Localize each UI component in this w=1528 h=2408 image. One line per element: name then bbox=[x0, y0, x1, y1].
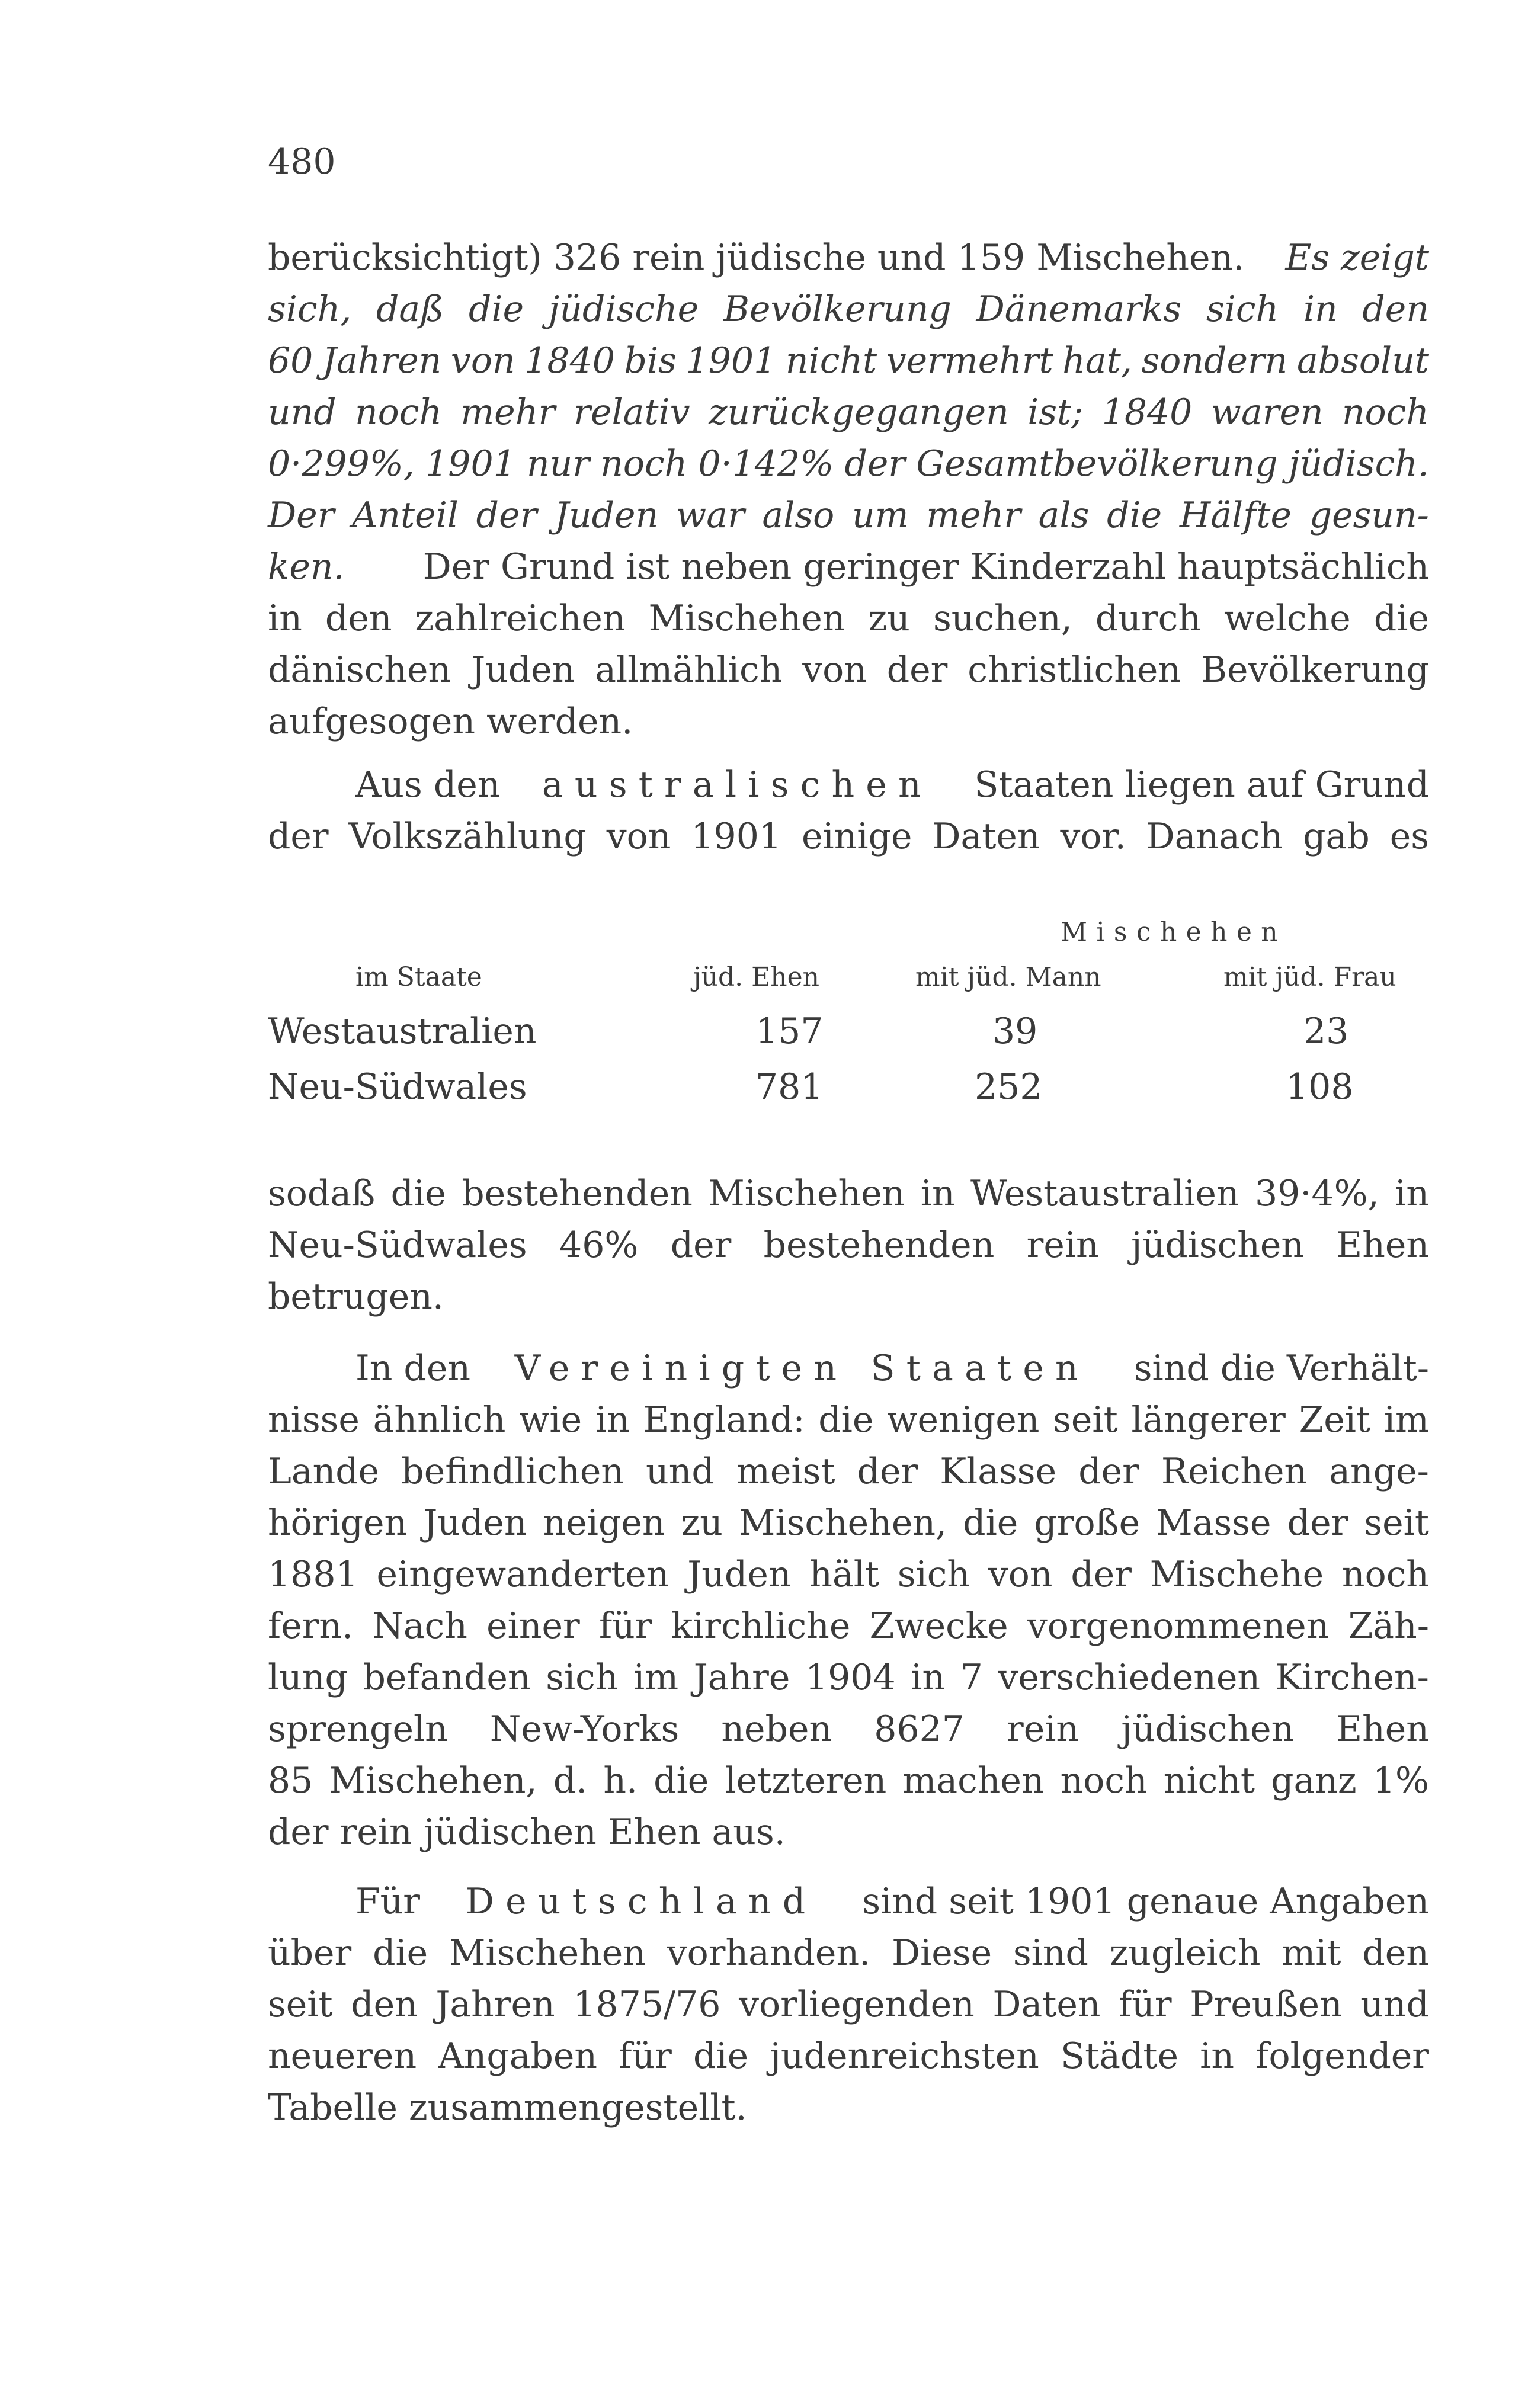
text-line: sodaß die bestehenden Mischehen in Westaustralien 39·4%, in bbox=[268, 1173, 1429, 1214]
text-line: Neu-Südwales 46% der bestehenden rein jüdischen Ehen bbox=[268, 1224, 1429, 1266]
text-line: 1881 eingewanderten Juden hält sich von der Mischehe noch bbox=[268, 1554, 1429, 1595]
text-line: aufgesogen werden. bbox=[268, 701, 633, 742]
table-super-header: Mischehen bbox=[1061, 917, 1287, 947]
text-line: ken. Der Grund ist neben geringer Kinderzahl hauptsächlich bbox=[268, 546, 1429, 588]
text-line: über die Mischehen vorhanden. Diese sind zugleich mit den bbox=[268, 1932, 1429, 1974]
page-number: 480 bbox=[268, 141, 336, 182]
table-header: im Staate bbox=[355, 962, 482, 992]
text-line: seit den Jahren 1875/76 vorliegenden Daten für Preußen und bbox=[268, 1984, 1429, 2025]
text-line: Der Anteil der Juden war also um mehr als die Hälfte gesun- bbox=[268, 495, 1429, 536]
spaced-emphasis: Vereinigten Staaten bbox=[514, 1348, 1090, 1389]
table-header: jüd. Ehen bbox=[693, 962, 819, 992]
text-line: nisse ähnlich wie in England: die wenigen seit längerer Zeit im bbox=[268, 1399, 1429, 1441]
spaced-emphasis: australischen bbox=[542, 764, 933, 806]
text-line: 60 Jahren von 1840 bis 1901 nicht vermehrt hat, sondern absolut bbox=[268, 340, 1429, 381]
text-line: 0·299%, 1901 nur noch 0·142% der Gesamtbevölkerung jüdisch. bbox=[268, 443, 1429, 485]
table-header: mit jüd. Frau bbox=[1223, 962, 1396, 992]
table-cell: 23 bbox=[1303, 1011, 1349, 1052]
text-line: und noch mehr relativ zurückgegangen ist; 1840 waren noch bbox=[268, 392, 1429, 433]
text-line: Aus den australischen Staaten liegen auf Grund bbox=[355, 764, 1429, 806]
text-line: Für Deutschland sind seit 1901 genaue Angaben bbox=[355, 1881, 1429, 1922]
text-line: der Volkszählung von 1901 einige Daten vor. Danach gab es bbox=[268, 816, 1429, 857]
table-cell: 39 bbox=[992, 1011, 1038, 1052]
table-cell: 252 bbox=[975, 1066, 1043, 1108]
text-line: sprengeln New-Yorks neben 8627 rein jüdischen Ehen bbox=[268, 1708, 1429, 1750]
text-line: in den zahlreichen Mischehen zu suchen, durch welche die bbox=[268, 598, 1429, 639]
text-line: In den Vereinigten Staaten sind die Verhält- bbox=[355, 1348, 1429, 1389]
text-line: 85 Mischehen, d. h. die letzteren machen noch nicht ganz 1% bbox=[268, 1760, 1429, 1801]
text-line: dänischen Juden allmählich von der christlichen Bevölkerung bbox=[268, 649, 1429, 691]
text-line: berücksichtigt) 326 rein jüdische und 159 Mischehen. Es zeigt bbox=[268, 237, 1429, 278]
table-header: mit jüd. Mann bbox=[915, 962, 1101, 992]
table-cell: Neu-Südwales bbox=[268, 1066, 527, 1108]
table-cell: 108 bbox=[1286, 1066, 1354, 1108]
text-line: hörigen Juden neigen zu Mischehen, die große Masse der seit bbox=[268, 1502, 1429, 1544]
text-line: neueren Angaben für die judenreichsten Städte in folgender bbox=[268, 2035, 1429, 2077]
text-line: fern. Nach einer für kirchliche Zwecke vorgenommenen Zäh- bbox=[268, 1605, 1429, 1647]
table-cell: Westaustralien bbox=[268, 1011, 537, 1052]
text-line: der rein jüdischen Ehen aus. bbox=[268, 1811, 786, 1853]
text-line: Lande befindlichen und meist der Klasse der Reichen ange- bbox=[268, 1451, 1429, 1492]
spaced-emphasis: Deutschland bbox=[465, 1881, 817, 1922]
table-cell: 781 bbox=[755, 1066, 824, 1108]
table-cell: 157 bbox=[755, 1011, 824, 1052]
text-line: Tabelle zusammengestellt. bbox=[268, 2087, 747, 2128]
text-line: sich, daß die jüdische Bevölkerung Dänemarks sich in den bbox=[268, 288, 1429, 330]
text-line: lung befanden sich im Jahre 1904 in 7 verschiedenen Kirchen- bbox=[268, 1657, 1429, 1698]
text-line: betrugen. bbox=[268, 1276, 444, 1317]
